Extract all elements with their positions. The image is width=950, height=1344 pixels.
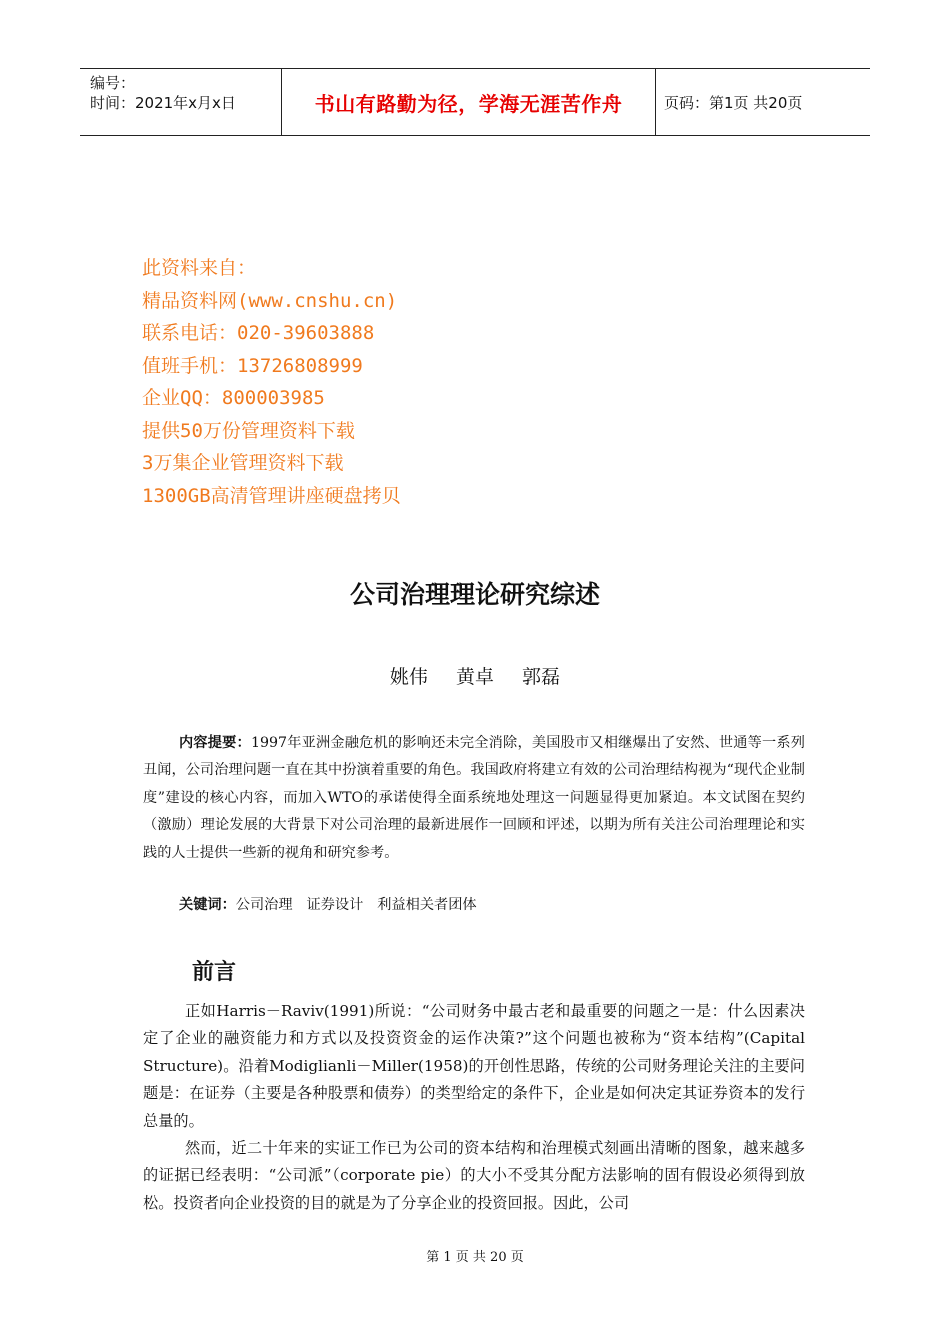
date-label: 时间：2021年x月x日 [90, 94, 236, 112]
source-line: 1300GB高清管理讲座硬盘拷贝 [142, 484, 401, 507]
author-name: 郭磊 [522, 666, 561, 688]
section-heading: 前言 [192, 959, 237, 985]
author-name: 姚伟 [389, 666, 428, 688]
header-meta [80, 69, 282, 135]
header-page-info: 页码：第1页 共20页 [664, 93, 803, 112]
keywords [179, 892, 491, 919]
article-body [143, 998, 805, 1217]
abstract-text: 1997年亚洲金融危机的影响还未完全消除，美国股市又相继爆出了安然、世通等一系列丑闻，公司治理问题一直在其中扮演着重要的角色。我国政府将建立有效的公司治理结构视为“现代企业制度”建设的核心内容，而加入WTO的承诺使得全面系统地处理这一问题显得更加紧迫。本文试图在契约（激励）理论发展的大背景下对公司治理的最新进展作一回顾和评述，以期为所有关注公司治理理论和实践的人士提供一些新的视角和研究参考。 [143, 735, 805, 861]
number-label: 编号： [90, 74, 136, 92]
body-paragraph: 然而，近二十年来的实证工作已为公司的资本结构和治理模式刻画出清晰的图象，越来越多的证据已经表明：“公司派”（corporate pie）的大小不受其分配方法影响的固有假设必须得到放松。投资者向企业投资的目的就是为了分享企业的投资回报。因此，公司 [143, 1139, 805, 1212]
keyword: 公司治理 [235, 897, 293, 913]
source-line: 企业QQ：800003985 [142, 387, 325, 409]
source-line: 此资料来自： [142, 257, 257, 279]
author-name: 黄卓 [455, 666, 494, 688]
source-line: 联系电话：020-39603888 [142, 322, 375, 344]
keywords-label: 关键词： [179, 897, 236, 913]
source-line: 3万集企业管理资料下载 [142, 452, 344, 474]
article-title: 公司治理理论研究综述 [349, 580, 600, 609]
page-footer: 第 1 页 共 20 页 [426, 1250, 524, 1265]
abstract [143, 730, 805, 867]
source-line: 值班手机：13726808999 [142, 354, 363, 377]
keyword: 利益相关者团体 [377, 897, 477, 913]
source-line: 精品资料网(www.cnshu.cn) [142, 289, 398, 312]
body-paragraph: 正如Harris－Raviv(1991)所说：“公司财务中最古老和最重要的问题之一是：什么因素决定了企业的融资能力和方式以及投资资金的运作决策?”这个问题也被称为“资本结构”(Capital Structure)。沿着Modiglianli－Miller(1958)的开创性思路，传统的公司财务理论关注的主要问题是：在证券（主要是各种股票和债券）的类型给定的条件下，企业是如何决定其证券资本的发行总量的。 [143, 1002, 805, 1130]
source-line: 提供50万份管理资料下载 [142, 419, 355, 442]
source-info-block [142, 252, 401, 512]
abstract-label: 内容提要： [179, 735, 251, 751]
header-motto: 书山有路勤为径，学海无涯苦作舟 [282, 69, 656, 135]
article-authors [0, 662, 950, 689]
page-header [80, 68, 870, 136]
keyword: 证券设计 [306, 897, 364, 913]
